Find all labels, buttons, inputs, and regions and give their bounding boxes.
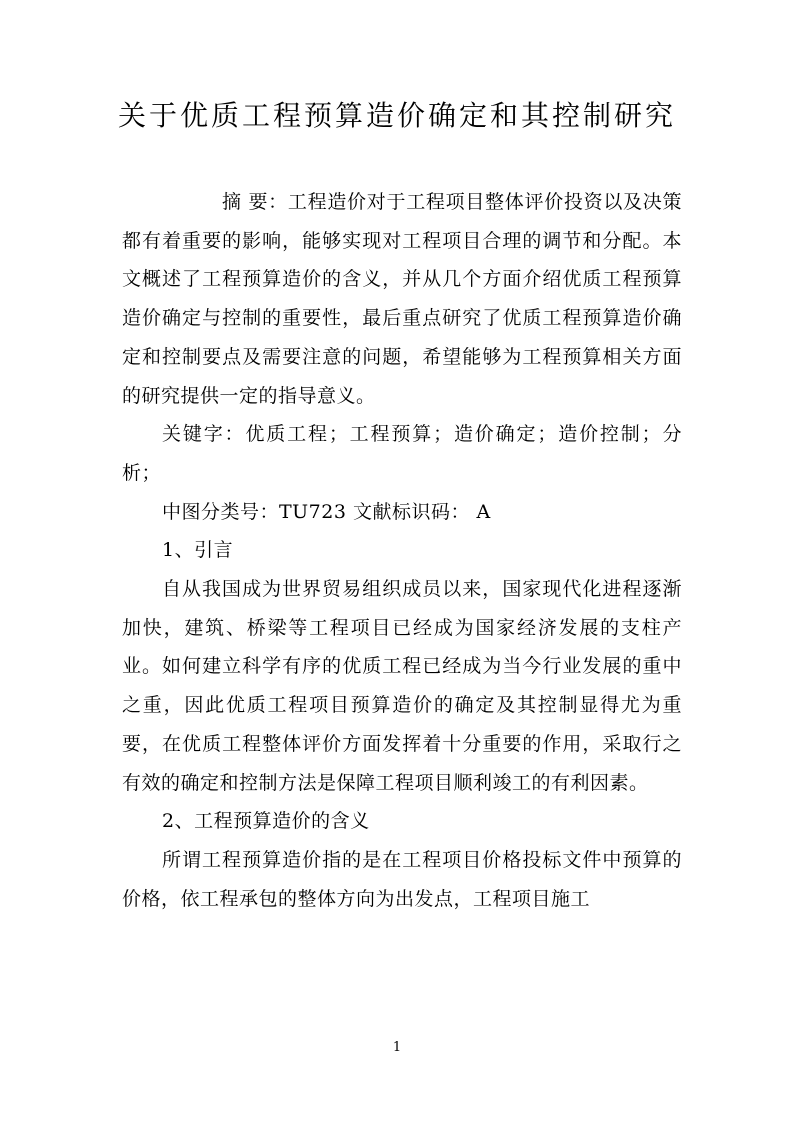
page-number: 1	[392, 1040, 402, 1055]
body-paragraph: 自从我国成为世界贸易组织成员以来，国家现代化进程逐渐加快，建筑、桥梁等工程项目已经成为国家经济发展的支柱产业。如何建立科学有序的优质工程已经成为当今行业发展的重中之重，因此优质工程项目预算造价的确定及其控制显得尤为重要，在优质工程整体评价方面发挥着十分重要的作用，采取行之有效的确定和控制方法是保障工程项目顺利竣工的有利因素。	[122, 578, 682, 794]
classification-line: 中图分类号：TU723 文献标识码： A	[162, 500, 491, 523]
abstract-label: 摘 要：	[222, 191, 288, 213]
abstract-text: 工程造价对于工程项目整体评价投资以及决策都有着重要的影响，能够实现对工程项目合理的调节和分配。本文概述了工程预算造价的含义，并从几个方面介绍优质工程预算造价确定与控制的重要性，最后重点研究了优质工程预算造价确定和控制要点及需要注意的问题，希望能够为工程预算相关方面的研究提供一定的指导意义。	[122, 191, 682, 407]
body-paragraph: 所谓工程预算造价指的是在工程项目价格投标文件中预算的价格，依工程承包的整体方向为出发点，工程项目施工	[122, 848, 682, 910]
page-title: 关于优质工程预算造价确定和其控制研究	[117, 99, 676, 132]
section-heading: 1、引言	[162, 539, 234, 562]
keywords-text: 优质工程；工程预算；造价确定；造价控制；分析；	[122, 423, 682, 484]
keywords-label: 关键字：	[162, 423, 246, 446]
section-heading: 2、工程预算造价的含义	[162, 810, 370, 833]
keywords-paragraph	[122, 415, 682, 492]
document-body	[122, 183, 682, 918]
abstract-paragraph	[122, 183, 682, 415]
